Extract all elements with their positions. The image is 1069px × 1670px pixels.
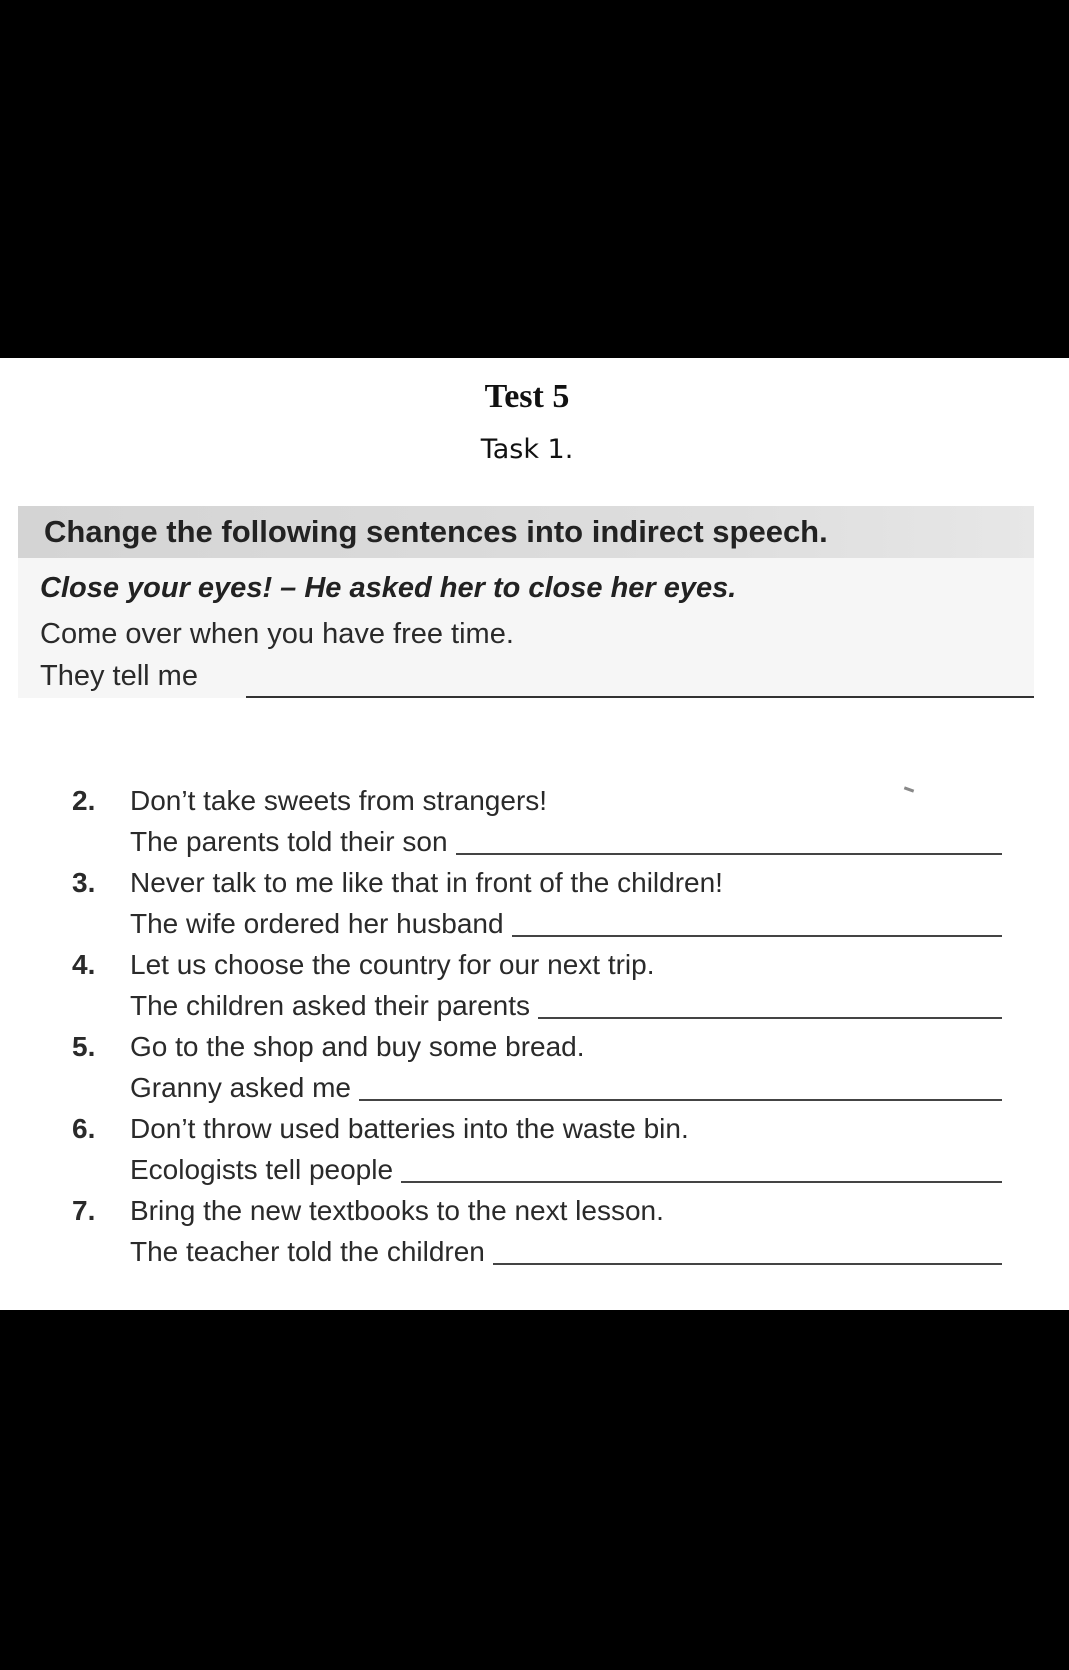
task-title: Task 1. [480,434,574,465]
example-box [18,558,1034,698]
item-number: 2. [72,785,96,816]
worksheet-page [0,358,1069,1310]
item-number: 7. [72,1195,96,1226]
item-lead: The parents told their son [130,826,448,857]
exercise-item-2 [72,785,1002,867]
item-lead: Ecologists tell people [130,1154,394,1185]
item-prompt: Don’t throw used batteries into the waste bin. [130,1113,689,1144]
answer-blank-1[interactable] [246,696,1034,698]
item-lead: The teacher told the children [130,1236,485,1267]
answer-row [130,1154,1002,1186]
instruction-band [18,506,1034,558]
answer-blank-6[interactable] [401,1181,1002,1183]
answer-row [130,990,1002,1022]
item-lead: Granny asked me [130,1072,351,1103]
exercise-item-3 [72,867,1002,949]
answer-row [130,1236,1002,1268]
instruction-text: Change the following sentences into indirect speech. [44,514,828,549]
item-number: 3. [72,867,96,898]
example-sentence: Come over when you have free time. [40,618,514,650]
answer-blank-2[interactable] [456,853,1002,855]
exercise-item-6 [72,1113,1002,1195]
answer-blank-4[interactable] [538,1017,1002,1019]
exercise-item-7 [72,1195,1002,1277]
item-prompt: Let us choose the country for our next trip. [130,949,655,980]
exercise-item-5 [72,1031,1002,1113]
answer-blank-7[interactable] [493,1263,1002,1265]
answer-blank-3[interactable] [512,935,1002,937]
example-model: Close your eyes! – He asked her to close her eyes. [40,572,737,604]
example-lead: They tell me [40,660,198,692]
exercise-item-4 [72,949,1002,1031]
item-number: 5. [72,1031,96,1062]
item-prompt: Don’t take sweets from strangers! [130,785,548,816]
item-lead: The children asked their parents [130,990,530,1021]
answer-row [130,908,1002,940]
answer-blank-5[interactable] [359,1099,1002,1101]
answer-row [130,826,1002,858]
item-number: 4. [72,949,96,980]
item-prompt: Go to the shop and buy some bread. [130,1031,585,1062]
answer-row [130,1072,1002,1104]
item-number: 6. [72,1113,96,1144]
item-prompt: Bring the new textbooks to the next lesson. [130,1195,664,1226]
item-prompt: Never talk to me like that in front of the children! [130,867,723,898]
test-title: Test 5 [484,378,570,415]
item-lead: The wife ordered her husband [130,908,504,939]
